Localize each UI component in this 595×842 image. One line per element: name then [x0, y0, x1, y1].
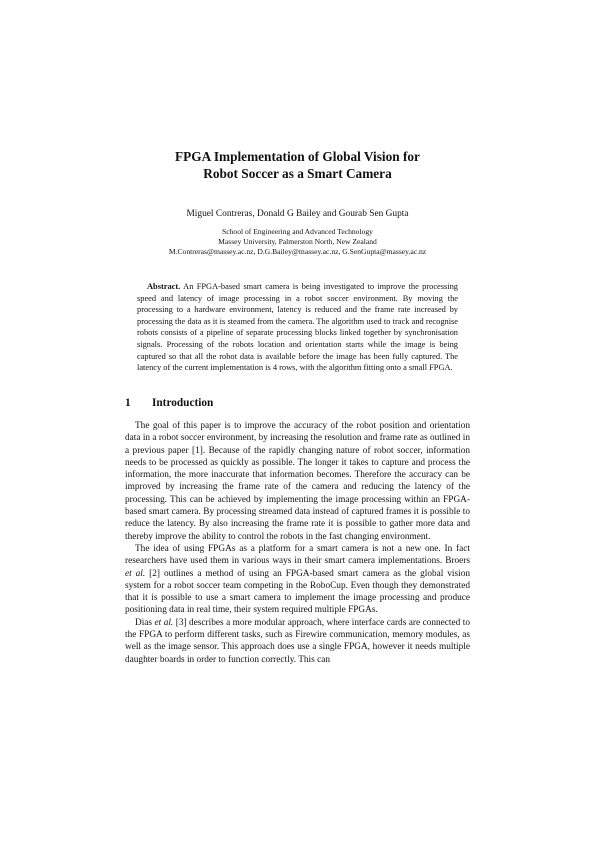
paragraph: The goal of this paper is to improve the accuracy of the robot position and orientation data in a robot soccer environment, by increasing the resolution and frame rate as outlined in a previous paper [1]. Because of the rapidly changing nature of robot soccer, information needs to be processed as quickly as possible. The longer it takes to capture and process the information, the more inaccurate that information becomes. Therefore the accuracy can be improved by increasing the frame rate of the camera and reducing the latency of the processing. This can be achieved by implementing the image processing within an FPGA-based smart camera. By processing streamed data instead of captured frames it is possible to reduce the latency. By also increasing the frame rate it is possible to gather more data and thereby improve the ability to control the robots in the fast changing environment. — [125, 421, 470, 542]
affiliation-school: School of Engineering and Advanced Technology — [222, 227, 373, 236]
et-al-text: et al. — [154, 617, 174, 628]
abstract-text: An FPGA-based smart camera is being investigated to improve the processing speed and latency of image processing in a robot soccer environment. By moving the processing to a hardware environment, latency is reduced and the frame rate increased by processing the data as it is steamed from the camera. The algorithm used to track and recognise robots consists of a pipeline of separate processing blocks linked together by synchronisation signals. Processing of the robots location and orientation starts while the image is being captured so that all the robot data is available before the image has been fully captured. The latency of the current implementation is 4 rows, with the algorithm fitting onto a small FPGA. — [137, 282, 458, 373]
paragraph-text: [3] describes a more modular approach, where interface cards are connected to the FPGA to perform different tasks, such as Firewire communication, memory modules, as well as the image sensor. This approach does use a single FPGA, however it needs multiple daughter boards in order to function correctly. This can — [125, 617, 470, 665]
affiliation-university: Massey University, Palmerston North, New Zealand — [218, 237, 377, 246]
paragraph-text: [2] outlines a method of using an FPGA-based smart camera as the global vision system for a robot soccer team competing in the RoboCup. Even though they demonstrated that it is possible to use a smart camera to implement the image processing and produce positioning data in real time, their system required multiple FPGAs. — [125, 568, 470, 616]
abstract — [137, 281, 458, 374]
title-line-2: Robot Soccer as a Smart Camera — [203, 166, 392, 181]
paper-title — [0, 148, 595, 182]
paragraph — [125, 543, 470, 617]
paragraph-text: The idea of using FPGAs as a platform for a smart camera is not a new one. In fact researchers have used them in various ways in their smart camera implementations. Broers — [125, 543, 470, 567]
affiliation-emails: M.Contreras@massey.ac.nz, D.G.Bailey@massey.ac.nz, G.SenGupta@massey.ac.nz — [168, 247, 427, 256]
paragraph-text: Dias — [135, 617, 155, 628]
et-al-text: et al. — [125, 568, 146, 579]
title-line-1: FPGA Implementation of Global Vision for — [175, 149, 420, 164]
introduction-body — [125, 420, 470, 666]
paragraph — [125, 617, 470, 666]
section-title: Introduction — [152, 397, 214, 409]
section-number: 1 — [125, 397, 131, 409]
author-list: Miguel Contreras, Donald G Bailey and Gourab Sen Gupta — [186, 209, 409, 219]
abstract-label: Abstract. — [147, 282, 181, 291]
affiliation-block — [0, 227, 595, 257]
section-heading-introduction — [125, 396, 213, 410]
